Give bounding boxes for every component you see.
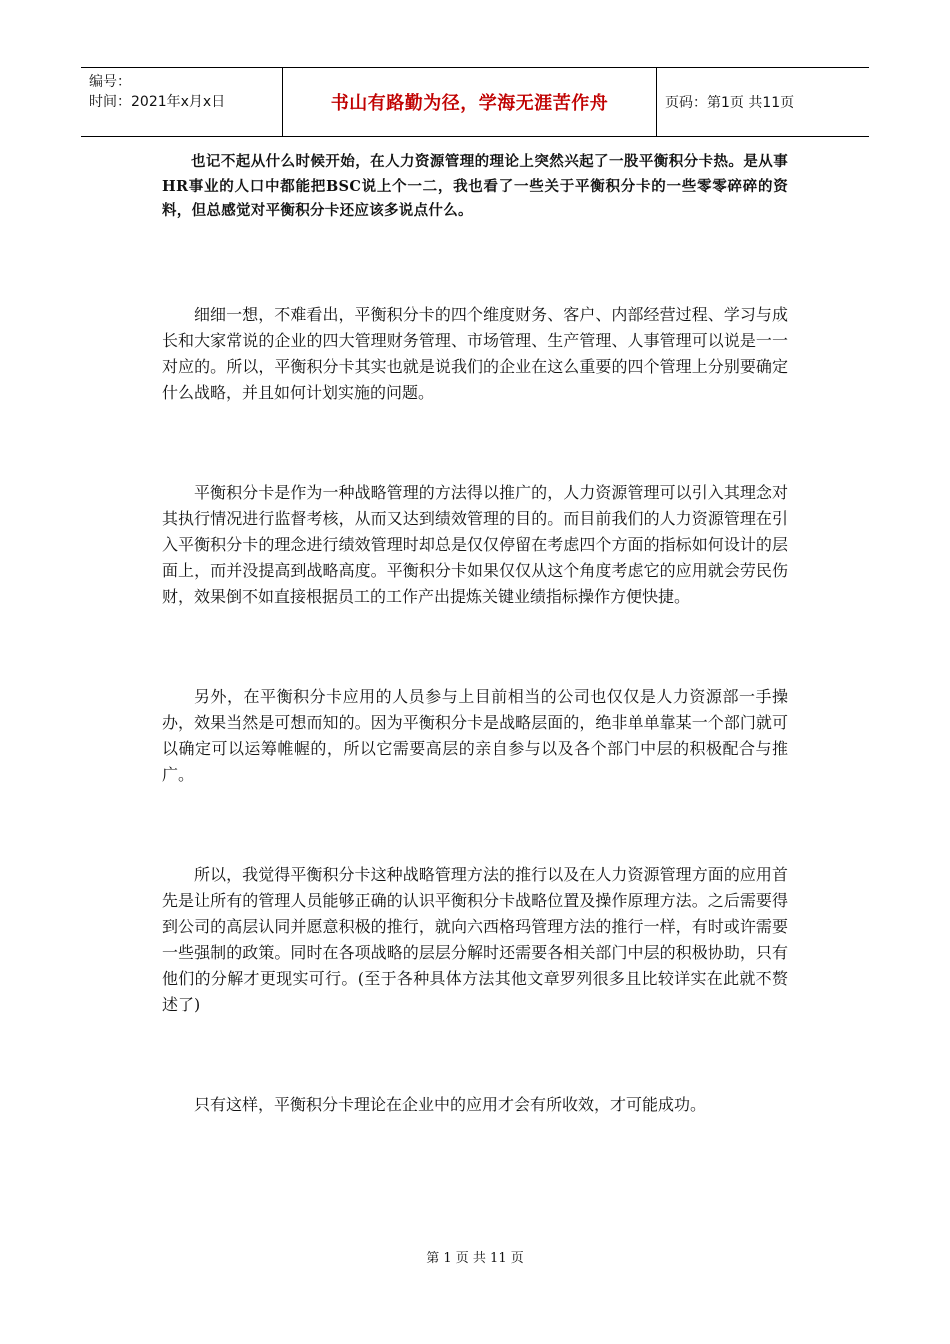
paragraph-4: 另外，在平衡积分卡应用的人员参与上目前相当的公司也仅仅是人力资源部一手操办，效果当然是可想而知的。因为平衡积分卡是战略层面的，绝非单单靠某一个部门就可以确定可以运筹帷幄的，所以它需要高层的亲自参与以及各个部门中层的积极配合与推广。 bbox=[162, 686, 788, 784]
serial-number-label: 编号： bbox=[89, 74, 131, 90]
header-motto: 书山有路勤为径，学海无涯苦作舟 bbox=[283, 68, 657, 136]
paragraph-3: 平衡积分卡是作为一种战略管理的方法得以推广的，人力资源管理可以引入其理念对其执行情况进行监督考核，从而又达到绩效管理的目的。而目前我们的人力资源管理在引入平衡积分卡的理念进行绩效管理时却总是仅仅停留在考虑四个方面的指标如何设计的层面上，而并没提高到战略高度。平衡积分卡如果仅仅从这个角度考虑它的应用就会劳民伤财，效果倒不如直接根据员工的工作产出提炼关键业绩指标操作方便快捷。 bbox=[162, 482, 788, 606]
date-label: 时间：2021年x月x日 bbox=[89, 94, 226, 110]
header-page-info: 页码：第1页 共11页 bbox=[665, 95, 795, 111]
page-footer: 第 1 页 共 11 页 bbox=[426, 1251, 524, 1266]
document-header bbox=[81, 67, 869, 137]
document-body bbox=[162, 150, 788, 1118]
paragraph-1: 也记不起从什么时候开始，在人力资源管理的理论上突然兴起了一股平衡积分卡热。是从事HR事业的人口中都能把BSC说上个一二，我也看了一些关于平衡积分卡的一些零零碎碎的资料，但总感觉对平衡积分卡还应该多说点什么。 bbox=[162, 153, 788, 219]
paragraph-6: 只有这样，平衡积分卡理论在企业中的应用才会有所收效，才可能成功。 bbox=[194, 1094, 707, 1114]
paragraph-5: 所以，我觉得平衡积分卡这种战略管理方法的推行以及在人力资源管理方面的应用首先是让所有的管理人员能够正确的认识平衡积分卡战略位置及操作原理方法。之后需要得到公司的高层认同并愿意积极的推行，就向六西格玛管理方法的推行一样，有时或许需要一些强制的政策。同时在各项战略的层层分解时还需要各相关部门中层的积极协助，只有他们的分解才更现实可行。(至于各种具体方法其他文章罗列很多且比较详实在此就不赘述了) bbox=[162, 864, 788, 1014]
header-meta-cell bbox=[81, 68, 283, 136]
paragraph-2: 细细一想，不难看出，平衡积分卡的四个维度财务、客户、内部经营过程、学习与成长和大家常说的企业的四大管理财务管理、市场管理、生产管理、人事管理可以说是一一对应的。所以，平衡积分卡其实也就是说我们的企业在这么重要的四个管理上分别要确定什么战略，并且如何计划实施的问题。 bbox=[162, 304, 788, 402]
